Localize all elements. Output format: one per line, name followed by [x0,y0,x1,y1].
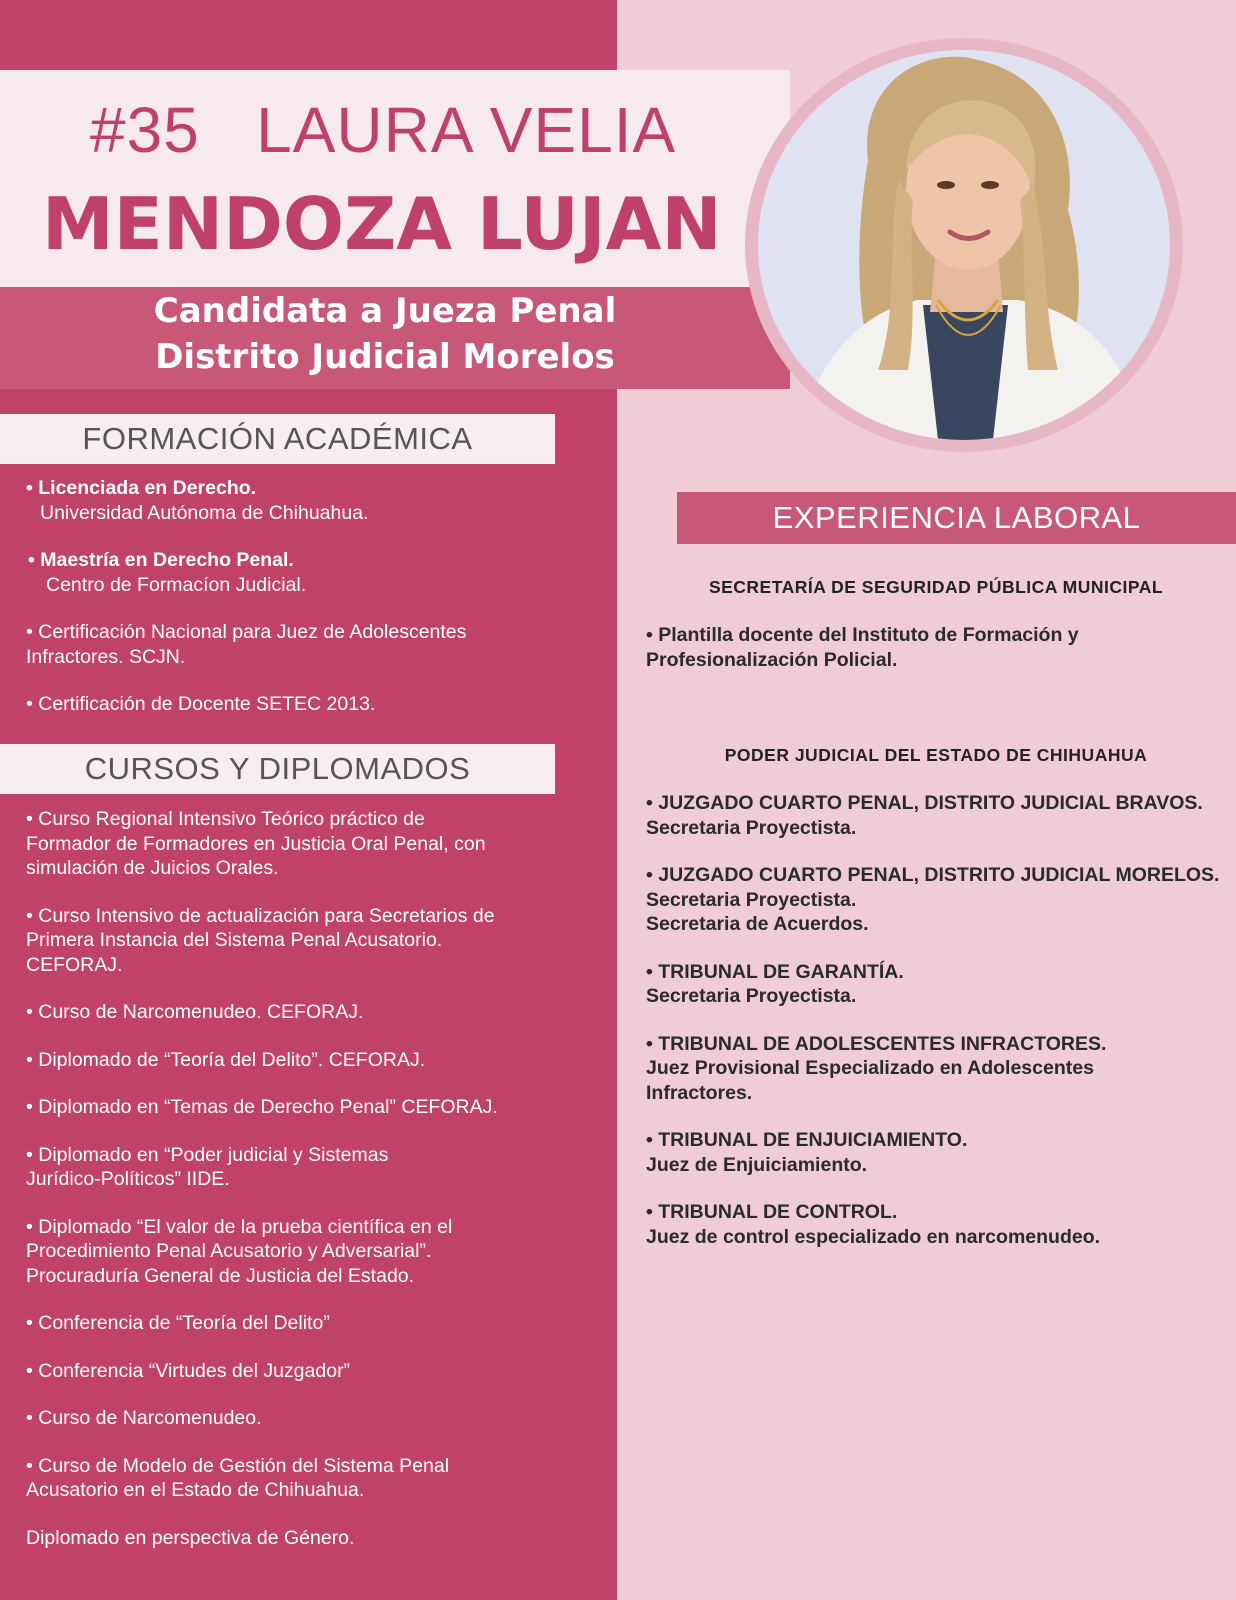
course-item [26,1406,596,1431]
course-line: • Diplomado en “Poder judicial y Sistemas [26,1143,389,1166]
experience-line: Infractores. [646,1081,753,1104]
education-heading: FORMACIÓN ACADÉMICA [0,414,555,464]
experience-line: • JUZGADO CUARTO PENAL, DISTRITO JUDICIAL MORELOS. [646,864,1220,886]
course-item [26,1526,596,1551]
course-line: • Conferencia “Virtudes del Juzgador” [26,1359,351,1382]
education-item [26,476,596,525]
education-item [26,692,596,717]
course-line: • Diplomado de “Teoría del Delito”. CEFORAJ. [26,1048,426,1071]
candidate-portrait-illustration [758,50,1170,440]
course-item [26,1359,596,1384]
education-degree: • Licenciada en Derecho. [26,477,257,499]
subtitle-line-1: Candidata a Jueza Penal [153,291,617,331]
education-line: Infractores. SCJN. [26,645,186,668]
experience-line: • TRIBUNAL DE CONTROL. [646,1201,898,1223]
course-line: simulación de Juicios Orales. [26,857,279,879]
courses-list [26,807,596,1573]
course-line: • Curso Intensivo de actualización para Secretarios de [26,904,495,927]
course-line: Primera Instancia del Sistema Penal Acusatorio. [26,929,443,951]
education-institution: Centro de Formacíon Judicial. [46,573,307,596]
course-item [26,1215,596,1289]
experience-item [646,623,1231,672]
course-line: • Curso de Modelo de Gestión del Sistema Penal [26,1454,450,1477]
experience-line: Juez Provisional Especializado en Adolescentes [646,1057,1094,1079]
experience-line: Secretaria Proyectista. [646,816,857,839]
course-line: • Curso de Narcomenudeo. [26,1407,262,1429]
org2-experience-list [646,791,1231,1272]
education-item [26,620,596,669]
course-line: Formador de Formadores en Justicia Oral Penal, con [26,832,486,855]
course-item [26,904,596,978]
experience-item [646,960,1231,1009]
course-line: • Curso de Narcomenudeo. CEFORAJ. [26,1001,364,1023]
course-line: Diplomado en perspectiva de Género. [26,1526,355,1549]
course-item [26,1143,596,1192]
course-item [26,1311,596,1336]
courses-heading: CURSOS Y DIPLOMADOS [0,744,555,794]
experience-item [646,1200,1231,1249]
subtitle-line-2: Distrito Judicial Morelos [155,337,615,377]
org1-experience-list [646,623,1231,695]
experience-line: • Plantilla docente del Instituto de Formación y [646,624,1079,646]
experience-item [646,863,1231,937]
experience-line: Secretaria Proyectista. [646,985,857,1007]
course-line: • Diplomado “El valor de la prueba científica en el [26,1215,453,1238]
education-list [26,476,596,740]
course-item [26,807,596,881]
experience-line: • TRIBUNAL DE ADOLESCENTES INFRACTORES. [646,1032,1107,1055]
candidate-photo [758,50,1170,440]
education-degree: • Maestría en Derecho Penal. [28,549,294,571]
experience-line: Juez de control especializado en narcomenudeo. [646,1225,1101,1248]
experience-line: • TRIBUNAL DE GARANTÍA. [646,960,904,983]
course-item [26,1000,596,1025]
course-line: Procedimiento Penal Acusatorio y Adversarial”. [26,1240,432,1262]
experience-line: • JUZGADO CUARTO PENAL, DISTRITO JUDICIAL BRAVOS. [646,792,1203,814]
experience-line: Juez de Enjuiciamiento. [646,1153,868,1176]
experience-item [646,1128,1231,1177]
course-line: • Curso Regional Intensivo Teórico práctico de [26,808,425,830]
education-institution: Universidad Autónoma de Chihuahua. [40,501,369,524]
candidate-first-names: LAURA VELIA [256,94,677,166]
org-title-poder-judicial: PODER JUDICIAL DEL ESTADO DE CHIHUAHUA [724,745,1148,765]
candidate-number-and-first-names [90,93,676,167]
course-item [26,1048,596,1073]
experience-item [646,1032,1231,1106]
experience-heading: EXPERIENCIA LABORAL [677,492,1236,544]
org-title-seguridad: SECRETARÍA DE SEGURIDAD PÚBLICA MUNICIPAL [708,577,1164,597]
course-line: CEFORAJ. [26,953,123,976]
experience-line: Secretaria de Acuerdos. [646,913,869,935]
experience-item [646,791,1231,840]
course-line: • Diplomado en “Temas de Derecho Penal” CEFORAJ. [26,1096,498,1118]
course-line: Procuraduría General de Justicia del Estado. [26,1264,415,1287]
course-line: Acusatorio en el Estado de Chihuahua. [26,1479,365,1501]
subtitle-band [0,287,790,389]
experience-line: Secretaria Proyectista. [646,888,857,911]
education-item [26,548,596,597]
education-line: • Certificación de Docente SETEC 2013. [26,693,376,715]
course-line: • Conferencia de “Teoría del Delito” [26,1312,330,1334]
education-line: • Certificación Nacional para Juez de Adolescentes [26,621,467,643]
course-item [26,1095,596,1120]
candidate-surnames: MENDOZA LUJAN [42,182,722,266]
experience-line: • TRIBUNAL DE ENJUICIAMIENTO. [646,1129,968,1151]
course-item [26,1454,596,1503]
experience-line: Profesionalización Policial. [646,648,898,671]
candidate-number: #35 [90,94,200,166]
course-line: Jurídico-Políticos” IIDE. [26,1168,230,1190]
